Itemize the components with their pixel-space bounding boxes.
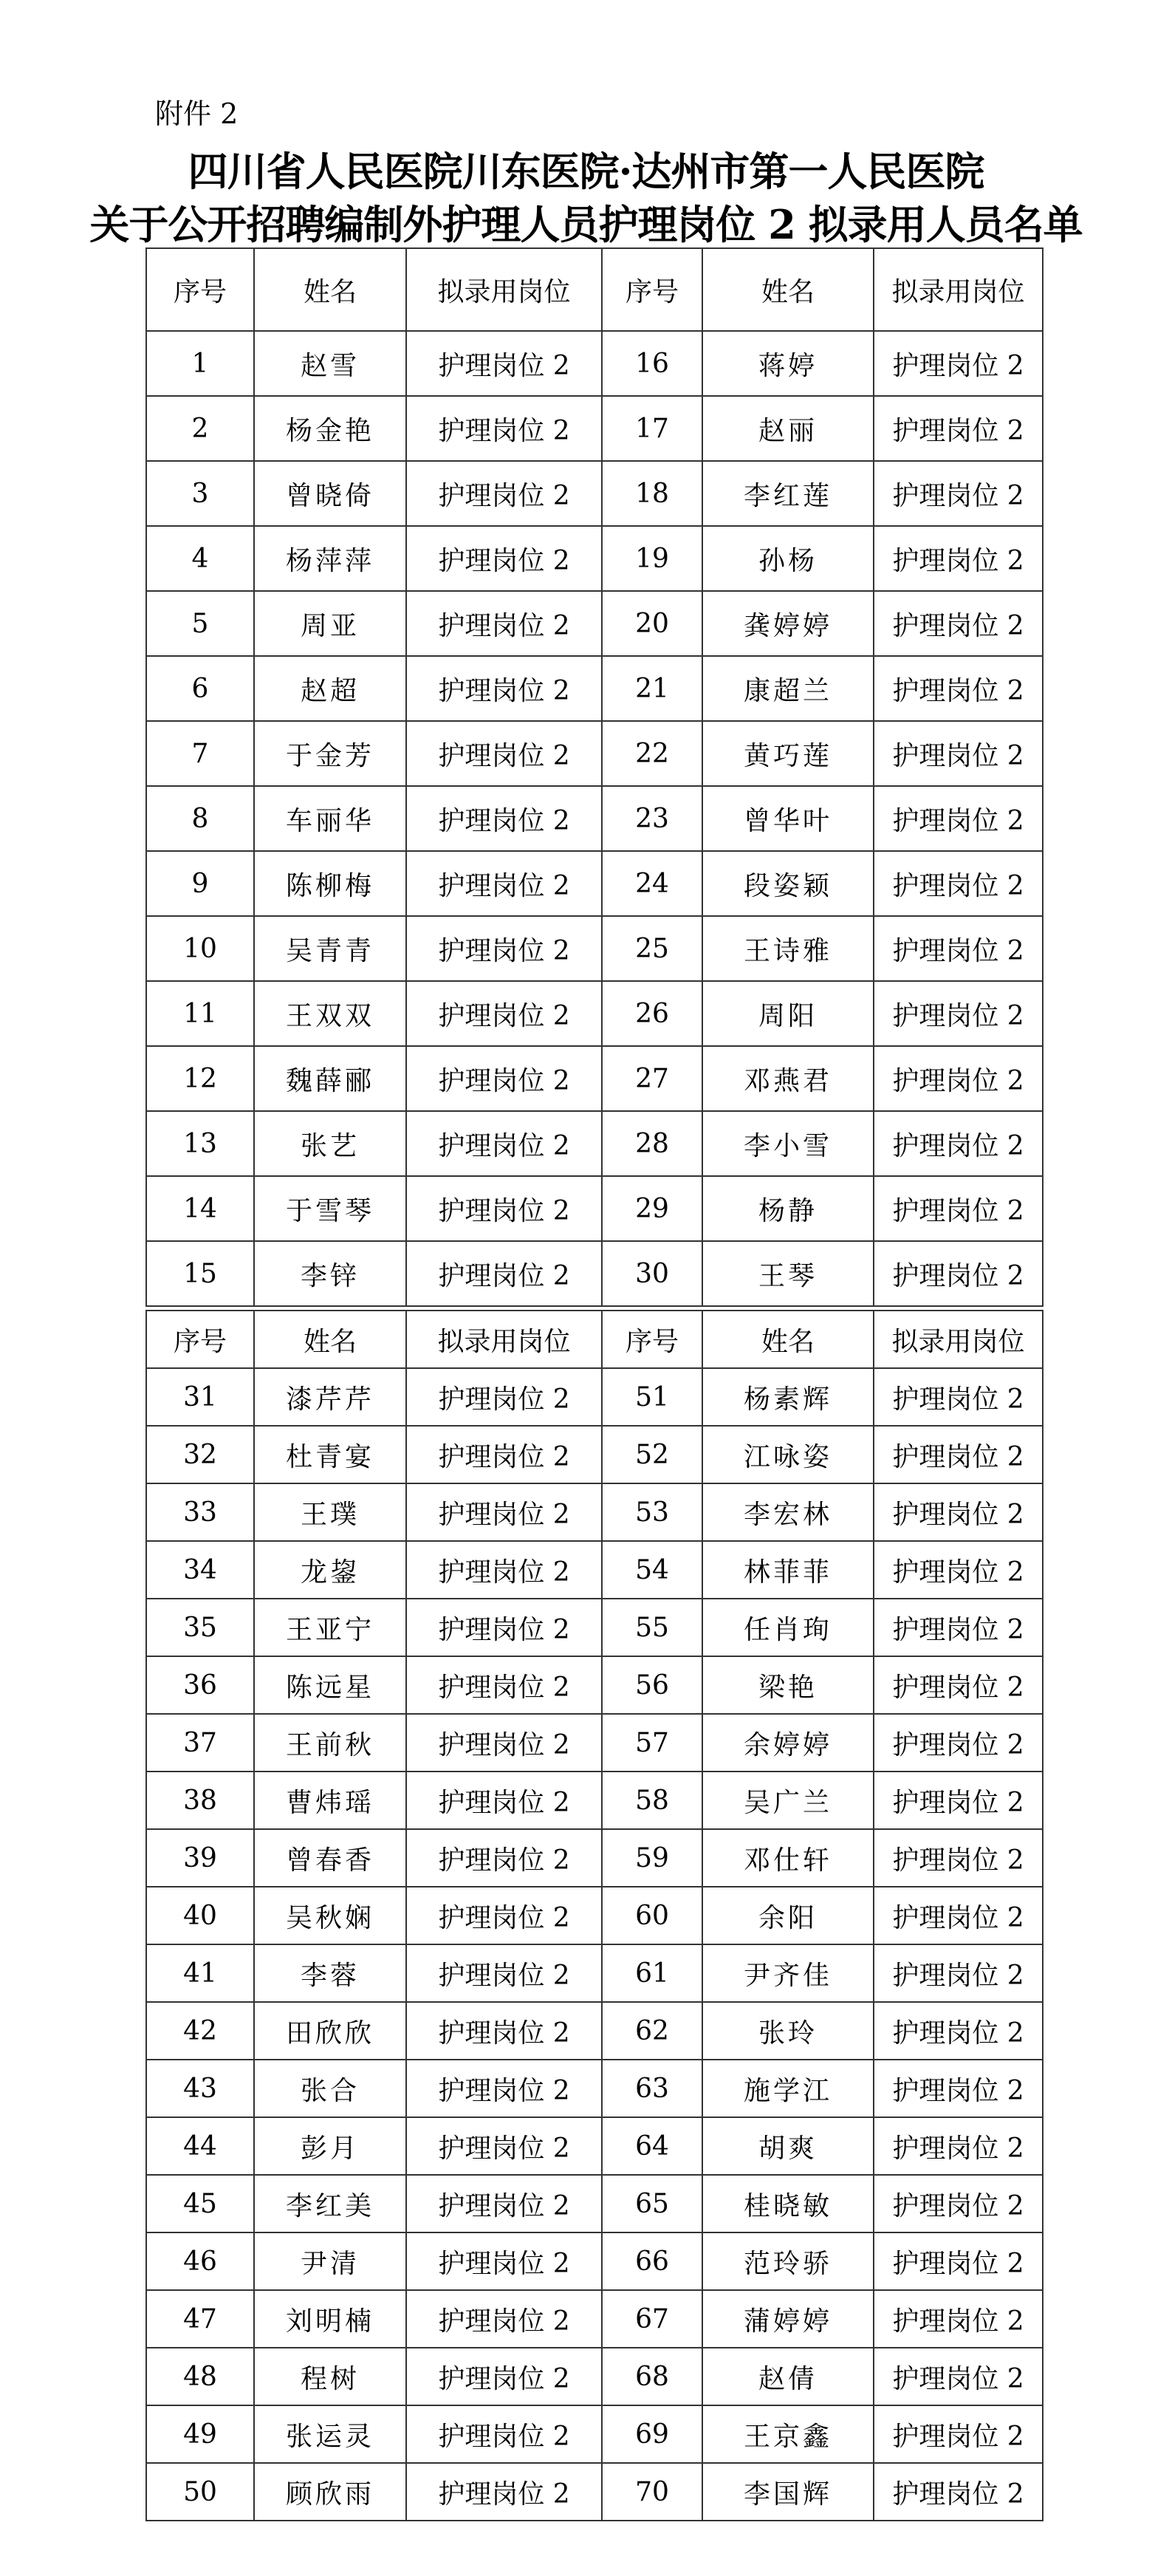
candidate-table-1 — [145, 247, 1044, 1307]
name-cell: 黄巧莲 — [702, 721, 874, 786]
seq-cell: 20 — [602, 591, 702, 656]
position-cell: 护理岗位 2 — [406, 591, 602, 656]
name-cell: 杨萍萍 — [254, 526, 406, 591]
table-row — [146, 2002, 1043, 2060]
table-row — [146, 1944, 1043, 2002]
position-cell: 护理岗位 2 — [406, 1368, 602, 1426]
position-cell: 护理岗位 2 — [874, 1426, 1043, 1483]
position-cell: 护理岗位 2 — [874, 1241, 1043, 1306]
header-seq: 序号 — [146, 248, 254, 331]
position-cell: 护理岗位 2 — [874, 2463, 1043, 2521]
position-cell: 护理岗位 2 — [874, 1944, 1043, 2002]
table-row — [146, 1176, 1043, 1241]
seq-cell: 54 — [602, 1541, 702, 1599]
header-position: 拟录用岗位 — [874, 248, 1043, 331]
seq-cell: 60 — [602, 1887, 702, 1944]
seq-cell: 13 — [146, 1111, 254, 1176]
seq-cell: 26 — [602, 981, 702, 1046]
position-cell: 护理岗位 2 — [874, 656, 1043, 721]
seq-cell: 63 — [602, 2060, 702, 2117]
seq-cell: 6 — [146, 656, 254, 721]
seq-cell: 30 — [602, 1241, 702, 1306]
seq-cell: 37 — [146, 1714, 254, 1772]
table-row — [146, 1541, 1043, 1599]
seq-cell: 62 — [602, 2002, 702, 2060]
seq-cell: 15 — [146, 1241, 254, 1306]
name-cell: 曾春香 — [254, 1829, 406, 1887]
name-cell: 赵超 — [254, 656, 406, 721]
table-row — [146, 1426, 1043, 1483]
name-cell: 赵雪 — [254, 331, 406, 396]
name-cell: 王亚宁 — [254, 1599, 406, 1656]
position-cell: 护理岗位 2 — [406, 2348, 602, 2405]
position-cell: 护理岗位 2 — [406, 2290, 602, 2348]
name-cell: 蒋婷 — [702, 331, 874, 396]
position-cell: 护理岗位 2 — [406, 1541, 602, 1599]
name-cell: 余阳 — [702, 1887, 874, 1944]
position-cell: 护理岗位 2 — [406, 1176, 602, 1241]
position-cell: 护理岗位 2 — [406, 1772, 602, 1829]
seq-cell: 65 — [602, 2175, 702, 2232]
seq-cell: 56 — [602, 1656, 702, 1714]
name-cell: 林菲菲 — [702, 1541, 874, 1599]
header-seq: 序号 — [146, 1311, 254, 1368]
document-title-line-1: 四川省人民医院川东医院·达州市第一人民医院 — [188, 148, 984, 195]
seq-cell: 10 — [146, 916, 254, 981]
position-cell: 护理岗位 2 — [874, 1483, 1043, 1541]
position-cell: 护理岗位 2 — [406, 2060, 602, 2117]
name-cell: 蒲婷婷 — [702, 2290, 874, 2348]
name-cell: 陈远星 — [254, 1656, 406, 1714]
header-position: 拟录用岗位 — [406, 248, 602, 331]
seq-cell: 50 — [146, 2463, 254, 2521]
name-cell: 杨静 — [702, 1176, 874, 1241]
seq-cell: 32 — [146, 1426, 254, 1483]
seq-cell: 45 — [146, 2175, 254, 2232]
position-cell: 护理岗位 2 — [874, 1176, 1043, 1241]
seq-cell: 22 — [602, 721, 702, 786]
seq-cell: 9 — [146, 851, 254, 916]
seq-cell: 48 — [146, 2348, 254, 2405]
seq-cell: 69 — [602, 2405, 702, 2463]
name-cell: 王京鑫 — [702, 2405, 874, 2463]
seq-cell: 40 — [146, 1887, 254, 1944]
seq-cell: 11 — [146, 981, 254, 1046]
seq-cell: 16 — [602, 331, 702, 396]
name-cell: 程树 — [254, 2348, 406, 2405]
table-row — [146, 1046, 1043, 1111]
seq-cell: 21 — [602, 656, 702, 721]
name-cell: 李红美 — [254, 2175, 406, 2232]
name-cell: 刘明楠 — [254, 2290, 406, 2348]
seq-cell: 49 — [146, 2405, 254, 2463]
name-cell: 段姿颖 — [702, 851, 874, 916]
position-cell: 护理岗位 2 — [874, 2060, 1043, 2117]
name-cell: 余婷婷 — [702, 1714, 874, 1772]
position-cell: 护理岗位 2 — [874, 786, 1043, 851]
table-row — [146, 2405, 1043, 2463]
position-cell: 护理岗位 2 — [874, 1714, 1043, 1772]
header-position: 拟录用岗位 — [406, 1311, 602, 1368]
position-cell: 护理岗位 2 — [406, 1241, 602, 1306]
seq-cell: 61 — [602, 1944, 702, 2002]
table-row — [146, 2175, 1043, 2232]
position-cell: 护理岗位 2 — [406, 396, 602, 461]
seq-cell: 31 — [146, 1368, 254, 1426]
seq-cell: 52 — [602, 1426, 702, 1483]
seq-cell: 55 — [602, 1599, 702, 1656]
name-cell: 车丽华 — [254, 786, 406, 851]
position-cell: 护理岗位 2 — [406, 1483, 602, 1541]
header-seq: 序号 — [602, 248, 702, 331]
name-cell: 王前秋 — [254, 1714, 406, 1772]
position-cell: 护理岗位 2 — [874, 591, 1043, 656]
seq-cell: 44 — [146, 2117, 254, 2175]
name-cell: 周亚 — [254, 591, 406, 656]
name-cell: 孙杨 — [702, 526, 874, 591]
position-cell: 护理岗位 2 — [406, 1714, 602, 1772]
name-cell: 龙鋆 — [254, 1541, 406, 1599]
position-cell: 护理岗位 2 — [874, 2002, 1043, 2060]
table-row — [146, 1656, 1043, 1714]
name-cell: 彭月 — [254, 2117, 406, 2175]
seq-cell: 70 — [602, 2463, 702, 2521]
table-row — [146, 2463, 1043, 2521]
position-cell: 护理岗位 2 — [406, 2175, 602, 2232]
position-cell: 护理岗位 2 — [874, 981, 1043, 1046]
seq-cell: 47 — [146, 2290, 254, 2348]
table-row — [146, 1714, 1043, 1772]
name-cell: 王璞 — [254, 1483, 406, 1541]
seq-cell: 41 — [146, 1944, 254, 2002]
seq-cell: 29 — [602, 1176, 702, 1241]
position-cell: 护理岗位 2 — [406, 656, 602, 721]
position-cell: 护理岗位 2 — [874, 1046, 1043, 1111]
seq-cell: 12 — [146, 1046, 254, 1111]
name-cell: 张运灵 — [254, 2405, 406, 2463]
seq-cell: 17 — [602, 396, 702, 461]
seq-cell: 18 — [602, 461, 702, 526]
seq-cell: 7 — [146, 721, 254, 786]
table-row — [146, 396, 1043, 461]
table-row — [146, 981, 1043, 1046]
name-cell: 吴青青 — [254, 916, 406, 981]
position-cell: 护理岗位 2 — [874, 851, 1043, 916]
position-cell: 护理岗位 2 — [406, 331, 602, 396]
seq-cell: 5 — [146, 591, 254, 656]
name-cell: 陈柳梅 — [254, 851, 406, 916]
seq-cell: 36 — [146, 1656, 254, 1714]
name-cell: 施学江 — [702, 2060, 874, 2117]
seq-cell: 1 — [146, 331, 254, 396]
header-position: 拟录用岗位 — [874, 1311, 1043, 1368]
name-cell: 田欣欣 — [254, 2002, 406, 2060]
seq-cell: 51 — [602, 1368, 702, 1426]
name-cell: 任肖珣 — [702, 1599, 874, 1656]
name-cell: 王双双 — [254, 981, 406, 1046]
name-cell: 杨素辉 — [702, 1368, 874, 1426]
name-cell: 杜青宴 — [254, 1426, 406, 1483]
header-name: 姓名 — [702, 1311, 874, 1368]
name-cell: 桂晓敏 — [702, 2175, 874, 2232]
name-cell: 王琴 — [702, 1241, 874, 1306]
name-cell: 赵倩 — [702, 2348, 874, 2405]
table-row — [146, 786, 1043, 851]
document-title-line-2: 关于公开招聘编制外护理人员护理岗位 2 拟录用人员名单 — [89, 201, 1083, 248]
position-cell: 护理岗位 2 — [406, 2405, 602, 2463]
seq-cell: 67 — [602, 2290, 702, 2348]
position-cell: 护理岗位 2 — [406, 2232, 602, 2290]
attachment-label: 附件 2 — [155, 98, 239, 130]
position-cell: 护理岗位 2 — [406, 786, 602, 851]
name-cell: 李宏林 — [702, 1483, 874, 1541]
position-cell: 护理岗位 2 — [874, 2117, 1043, 2175]
seq-cell: 43 — [146, 2060, 254, 2117]
seq-cell: 24 — [602, 851, 702, 916]
candidate-table-2 — [145, 1310, 1044, 2521]
name-cell: 李国辉 — [702, 2463, 874, 2521]
seq-cell: 34 — [146, 1541, 254, 1599]
table-row — [146, 526, 1043, 591]
position-cell: 护理岗位 2 — [406, 2463, 602, 2521]
name-cell: 范玲骄 — [702, 2232, 874, 2290]
name-cell: 于金芳 — [254, 721, 406, 786]
position-cell: 护理岗位 2 — [406, 721, 602, 786]
position-cell: 护理岗位 2 — [874, 2405, 1043, 2463]
name-cell: 江咏姿 — [702, 1426, 874, 1483]
seq-cell: 68 — [602, 2348, 702, 2405]
table-header-row — [146, 248, 1043, 331]
table-row — [146, 2117, 1043, 2175]
table-row — [146, 331, 1043, 396]
position-cell: 护理岗位 2 — [406, 851, 602, 916]
seq-cell: 53 — [602, 1483, 702, 1541]
position-cell: 护理岗位 2 — [874, 526, 1043, 591]
position-cell: 护理岗位 2 — [406, 1599, 602, 1656]
position-cell: 护理岗位 2 — [406, 916, 602, 981]
seq-cell: 8 — [146, 786, 254, 851]
position-cell: 护理岗位 2 — [406, 1046, 602, 1111]
position-cell: 护理岗位 2 — [874, 396, 1043, 461]
name-cell: 李小雪 — [702, 1111, 874, 1176]
position-cell: 护理岗位 2 — [874, 2232, 1043, 2290]
name-cell: 杨金艳 — [254, 396, 406, 461]
position-cell: 护理岗位 2 — [406, 2002, 602, 2060]
position-cell: 护理岗位 2 — [406, 981, 602, 1046]
seq-cell: 4 — [146, 526, 254, 591]
seq-cell: 57 — [602, 1714, 702, 1772]
seq-cell: 35 — [146, 1599, 254, 1656]
name-cell: 李锌 — [254, 1241, 406, 1306]
position-cell: 护理岗位 2 — [874, 461, 1043, 526]
name-cell: 王诗雅 — [702, 916, 874, 981]
name-cell: 龚婷婷 — [702, 591, 874, 656]
position-cell: 护理岗位 2 — [874, 331, 1043, 396]
seq-cell: 59 — [602, 1829, 702, 1887]
seq-cell: 39 — [146, 1829, 254, 1887]
name-cell: 张玲 — [702, 2002, 874, 2060]
name-cell: 赵丽 — [702, 396, 874, 461]
name-cell: 尹齐佳 — [702, 1944, 874, 2002]
position-cell: 护理岗位 2 — [874, 1541, 1043, 1599]
name-cell: 曹炜瑶 — [254, 1772, 406, 1829]
position-cell: 护理岗位 2 — [874, 1368, 1043, 1426]
name-cell: 周阳 — [702, 981, 874, 1046]
name-cell: 张艺 — [254, 1111, 406, 1176]
name-cell: 尹清 — [254, 2232, 406, 2290]
header-name: 姓名 — [702, 248, 874, 331]
name-cell: 吴广兰 — [702, 1772, 874, 1829]
position-cell: 护理岗位 2 — [406, 461, 602, 526]
position-cell: 护理岗位 2 — [406, 1426, 602, 1483]
table-row — [146, 1241, 1043, 1306]
position-cell: 护理岗位 2 — [874, 721, 1043, 786]
table-row — [146, 721, 1043, 786]
name-cell: 曾晓倚 — [254, 461, 406, 526]
position-cell: 护理岗位 2 — [406, 1944, 602, 2002]
position-cell: 护理岗位 2 — [406, 2117, 602, 2175]
seq-cell: 25 — [602, 916, 702, 981]
seq-cell: 27 — [602, 1046, 702, 1111]
header-name: 姓名 — [254, 248, 406, 331]
seq-cell: 28 — [602, 1111, 702, 1176]
table-row — [146, 656, 1043, 721]
table-row — [146, 461, 1043, 526]
seq-cell: 64 — [602, 2117, 702, 2175]
position-cell: 护理岗位 2 — [874, 2348, 1043, 2405]
table-row — [146, 851, 1043, 916]
table-row — [146, 1772, 1043, 1829]
seq-cell: 2 — [146, 396, 254, 461]
seq-cell: 46 — [146, 2232, 254, 2290]
name-cell: 张合 — [254, 2060, 406, 2117]
name-cell: 邓仕轩 — [702, 1829, 874, 1887]
table-row — [146, 1829, 1043, 1887]
name-cell: 李蓉 — [254, 1944, 406, 2002]
name-cell: 康超兰 — [702, 656, 874, 721]
table-row — [146, 2232, 1043, 2290]
seq-cell: 66 — [602, 2232, 702, 2290]
name-cell: 魏薛郦 — [254, 1046, 406, 1111]
position-cell: 护理岗位 2 — [406, 526, 602, 591]
seq-cell: 33 — [146, 1483, 254, 1541]
table-row — [146, 1887, 1043, 1944]
position-cell: 护理岗位 2 — [874, 1829, 1043, 1887]
name-cell: 曾华叶 — [702, 786, 874, 851]
seq-cell: 19 — [602, 526, 702, 591]
position-cell: 护理岗位 2 — [874, 1656, 1043, 1714]
position-cell: 护理岗位 2 — [406, 1829, 602, 1887]
table-header-row — [146, 1311, 1043, 1368]
header-name: 姓名 — [254, 1311, 406, 1368]
name-cell: 梁艳 — [702, 1656, 874, 1714]
seq-cell: 58 — [602, 1772, 702, 1829]
table-row — [146, 1599, 1043, 1656]
seq-cell: 42 — [146, 2002, 254, 2060]
position-cell: 护理岗位 2 — [406, 1656, 602, 1714]
name-cell: 胡爽 — [702, 2117, 874, 2175]
position-cell: 护理岗位 2 — [874, 1599, 1043, 1656]
header-seq: 序号 — [602, 1311, 702, 1368]
name-cell: 顾欣雨 — [254, 2463, 406, 2521]
table-row — [146, 916, 1043, 981]
position-cell: 护理岗位 2 — [406, 1111, 602, 1176]
seq-cell: 3 — [146, 461, 254, 526]
position-cell: 护理岗位 2 — [874, 1111, 1043, 1176]
table-row — [146, 2348, 1043, 2405]
name-cell: 吴秋娴 — [254, 1887, 406, 1944]
position-cell: 护理岗位 2 — [874, 1772, 1043, 1829]
table-row — [146, 2290, 1043, 2348]
position-cell: 护理岗位 2 — [874, 916, 1043, 981]
seq-cell: 38 — [146, 1772, 254, 1829]
name-cell: 于雪琴 — [254, 1176, 406, 1241]
name-cell: 邓燕君 — [702, 1046, 874, 1111]
name-cell: 漆芹芹 — [254, 1368, 406, 1426]
table-row — [146, 1368, 1043, 1426]
table-row — [146, 591, 1043, 656]
position-cell: 护理岗位 2 — [874, 2290, 1043, 2348]
name-cell: 李红莲 — [702, 461, 874, 526]
table-row — [146, 1111, 1043, 1176]
position-cell: 护理岗位 2 — [874, 1887, 1043, 1944]
table-row — [146, 2060, 1043, 2117]
seq-cell: 23 — [602, 786, 702, 851]
position-cell: 护理岗位 2 — [406, 1887, 602, 1944]
seq-cell: 14 — [146, 1176, 254, 1241]
table-row — [146, 1483, 1043, 1541]
position-cell: 护理岗位 2 — [874, 2175, 1043, 2232]
